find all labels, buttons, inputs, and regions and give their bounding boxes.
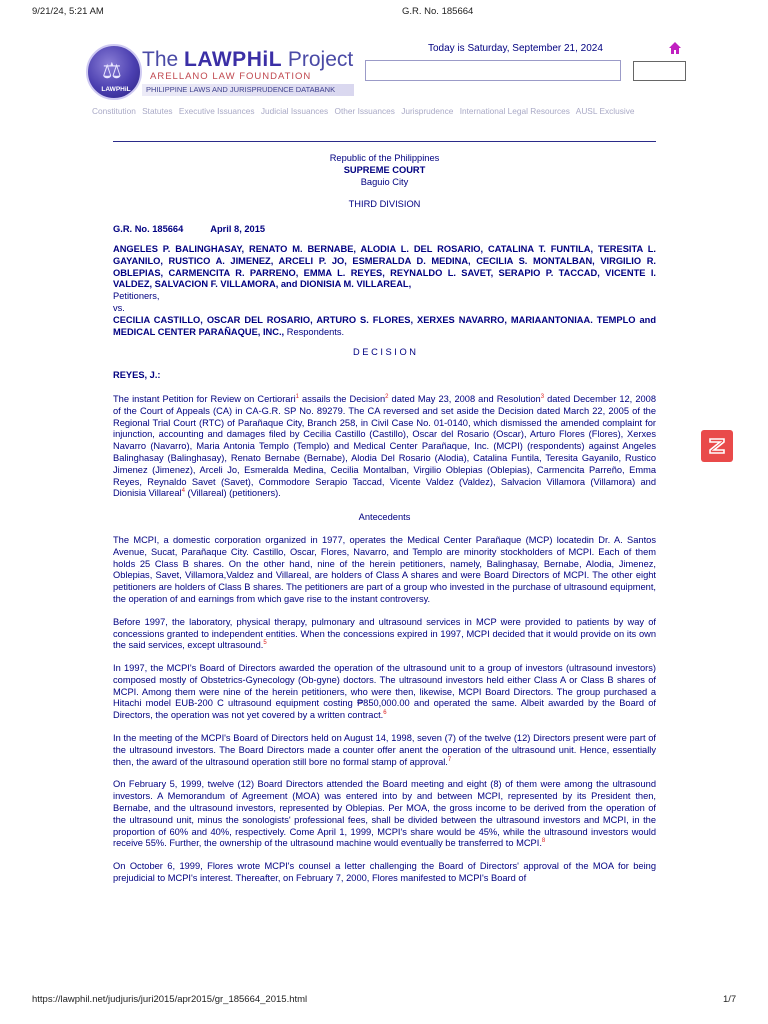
republic-line: Republic of the Philippines <box>329 153 440 163</box>
z-logo-icon <box>708 437 726 455</box>
court-city: Baguio City <box>360 176 409 187</box>
antecedents-heading: Antecedents <box>358 512 411 523</box>
nav-international-legal-resources[interactable]: International Legal Resources <box>459 106 570 116</box>
division-name: THIRD DIVISION <box>348 199 421 210</box>
paragraph-1: The instant Petition for Review on Certiorari$^1$ assails the Decision$^2$ dated May 23, 2008 and Resolution$^3$ dated December 12, 2008 of the Court of Appeals (CA) in CA-G.R. SP No. 89279. The CA reversed and set aside the Decision dated March 22, 2005 of the Regional Trial Court (RTC) of Parañaque City, Branch 258, in Civil Case No. 01-0140, which dismissed the amended complaint for injunction, accounting and damages filed by Cecilia Castillo (Castillo), Oscar del Rosario (Oscar), Arturo Flores (Flores), Xerxes Navarro (Navarro), Maria Antonia Templo (Templo) and Medical Center Parañaque, Inc. (MCPI) (respondents) against Angeles Balinghasay (Balinghasay), Renato Bernabe (Bernabe), Alodia Del Rosario (Alodia), Catalina Funtila, Teresita Gayanilo, Rustico Jimenez (Jimenez), Arceli Jo, Esmeralda Medina, Cecilia Montalban, Virgilio Oblepias (Oblepias), Carmencita Parreño, Emma Reyes, Reynaldo Savet (Savet), Commodore Serapio Taccad, Vicente Valdez (Valdez), Salvacion Villamora (Villamora) and Dionisia Villareal$^4$ (Villareal) (petitioners). <box>113 393 656 499</box>
footnote-link-7[interactable]: 7 <box>447 756 452 763</box>
paragraph-2: The MCPI, a domestic corporation organized in 1977, operates the Medical Center Parañaque (MCP) locatedin Dr. A. Santos Avenue, Sucat, Parañaque City. Castillo, Oscar, Flores, Navarro, and Templo are minority stockholders of MCPI. Each of them holds 25 Class B shares. On the other hand, nine of the herein petitioners, namely, Balinghasay, Bernabe, Alodia, Jimenez, Oblepias, Savet, Villamora,Valdez and Villareal, are holders of Class A shares and were Board Directors of MCPI. The other eight petitioners are holders of Class B shares. The petitioners are part of a group who invested in the purchase of ultrasound equipment, the operation of and earnings from which gave rise to the instant controversy. <box>113 534 656 604</box>
footnote-link-1[interactable]: 1 <box>295 393 299 400</box>
footnote-link-3[interactable]: 3 <box>540 393 545 400</box>
decision-document <box>113 153 656 885</box>
home-icon[interactable] <box>668 41 682 55</box>
today-date: Today is Saturday, September 21, 2024 <box>428 43 603 54</box>
gr-number: G.R. No. 185664 <box>113 224 184 235</box>
respondents-label: Respondents. <box>284 326 345 337</box>
logo-label: LAWPHiL <box>101 86 131 93</box>
header-divider <box>113 141 656 142</box>
site-tagline: PHILIPPINE LAWS AND JURISPRUDENCE DATABANK <box>142 84 354 96</box>
print-datetime: 9/21/24, 5:21 AM <box>32 6 104 17</box>
print-header <box>0 6 768 20</box>
search-button[interactable] <box>633 61 686 81</box>
paragraph-4: In 1997, the MCPI's Board of Directors awarded the operation of the ultrasound unit to a group of investors (ultrasound investors) composed mostly of Obstetrics-Gynecology (Ob-gyne) doctors. The ultrasound investors held either Class A or Class B shares of MCPI. Among them were nine of the herein petitioners, who were then, likewise, MCPI Board Directors. The group purchased a Hitachi model EUB-200 C ultrasound equipment costing ₱850,000.00 and operated the same. Albeit awarded by the Board of Directors, the operation was not yet covered by a written contract.$^6$ <box>113 663 656 721</box>
versus: vs. <box>113 302 125 313</box>
case-date: April 8, 2015 <box>210 224 266 235</box>
nav-judicial-issuances[interactable]: Judicial Issuances <box>260 106 329 116</box>
paragraph-6: On February 5, 1999, twelve (12) Board Directors attended the Board meeting and eight (8) of them were among the ultrasound investors. A Memorandum of Agreement (MOA) was entered into by and between MCPI, represented by its President then, Bernabe, and the ultrasound investors, represented by Oblepias. Per MOA, the gross income to be derived from the operation of the ultrasound unit, minus the sonologists' professional fees, shall be divided between the ultrasound investors and MCPI, in the proportion of 60% and 40%, respectively. Come April 1, 1999, MCPI's share would be 45%, while the ultrasound investors would receive 55%. Further, the ownership of the ultrasound machine would eventually be transferred to MCPI.$^8$ <box>113 779 656 849</box>
decision-heading: D E C I S I O N <box>352 347 417 358</box>
case-number-line <box>113 224 656 236</box>
nav-executive-issuances[interactable]: Executive Issuances <box>178 106 255 116</box>
respondents-names: CECILIA CASTILLO, OSCAR DEL ROSARIO, ARTURO S. FLORES, XERXES NAVARRO, MARIAANTONIAA. TEMPLO and MEDICAL CENTER PARAÑAQUE, INC., <box>113 314 656 337</box>
footnote-link-4[interactable]: 4 <box>181 488 185 495</box>
site-foundation: ARELLANO LAW FOUNDATION <box>150 71 312 82</box>
logo-emblem <box>86 44 142 100</box>
search-input[interactable] <box>365 60 621 81</box>
footnote-link-5[interactable]: 5 <box>263 640 267 647</box>
paragraph-7: On October 6, 1999, Flores wrote MCPI's counsel a letter challenging the Board of Directors' approval of the MOA for being prejudicial to MCPI's interest. Thereafter, on February 7, 2000, Flores manifested to MCPI's Board of <box>113 861 656 884</box>
print-url: https://lawphil.net/judjuris/juri2015/apr2015/gr_185664_2015.html <box>32 994 308 1005</box>
print-footer <box>0 994 768 1008</box>
ponente: REYES, J.: <box>113 370 161 381</box>
nav-other-issuances[interactable]: Other Issuances <box>334 106 395 116</box>
site-logo[interactable] <box>86 40 356 102</box>
footnote-link-6[interactable]: 6 <box>383 710 387 717</box>
petitioners-names: ANGELES P. BALINGHASAY, RENATO M. BERNABE, ALODIA L. DEL ROSARIO, CATALINA T. FUNTILA, TERESITA L. GAYANILO, RUSTICO A. JIMENEZ, ARCELI P. JO, ESMERALDA D. MEDINA, CECILIA S. MONTALBAN, VIRGILIO R. OBLEPIAS, CARMENCITA R. PARRENO, EMMA L. REYES, REYNALDO L. SAVET, SERAPIO P. TACCAD, VICENTE I. VALDEZ, SALVACION F. VILLAMORA, and DIONISIA M. VILLAREAL, <box>113 243 656 290</box>
main-nav <box>92 106 639 116</box>
site-title: The LAWPHiL Project <box>142 48 354 71</box>
side-badge-button[interactable] <box>701 430 733 462</box>
scales-icon: ⚖ <box>102 58 122 83</box>
print-page-number: 1/7 <box>723 994 737 1005</box>
nav-ausl-exclusive[interactable]: AUSL Exclusive <box>575 106 635 116</box>
petitioners-label: Petitioners, <box>113 291 160 302</box>
nav-jurisprudence[interactable]: Jurisprudence <box>401 106 454 116</box>
footnote-link-2[interactable]: 2 <box>385 393 389 400</box>
nav-statutes[interactable]: Statutes <box>142 106 173 116</box>
court-name: SUPREME COURT <box>343 164 426 175</box>
respondents-block <box>113 315 656 339</box>
paragraph-3: Before 1997, the laboratory, physical therapy, pulmonary and ultrasound services in MCP were provided to patients by way of concessions granted to independent entities. When the concessions expired in 1997, MCPI decided that it would provide on its own the said services, except ultrasound.$^5$ <box>113 616 656 651</box>
print-doc-title: G.R. No. 185664 <box>402 6 474 17</box>
paragraph-5: In the meeting of the MCPI's Board of Directors held on August 14, 1998, seven (7) of the twelve (12) Directors present were part of the ultrasound investors. The Board Directors made a counter offer anent the operation of the ultrasound unit. Hence, essentially then, the award of the ultrasound operation still bore no formal stamp of approval.$^7$ <box>113 733 656 767</box>
nav-constitution[interactable]: Constitution <box>92 106 136 116</box>
footnote-link-8[interactable]: 8 <box>541 838 546 845</box>
